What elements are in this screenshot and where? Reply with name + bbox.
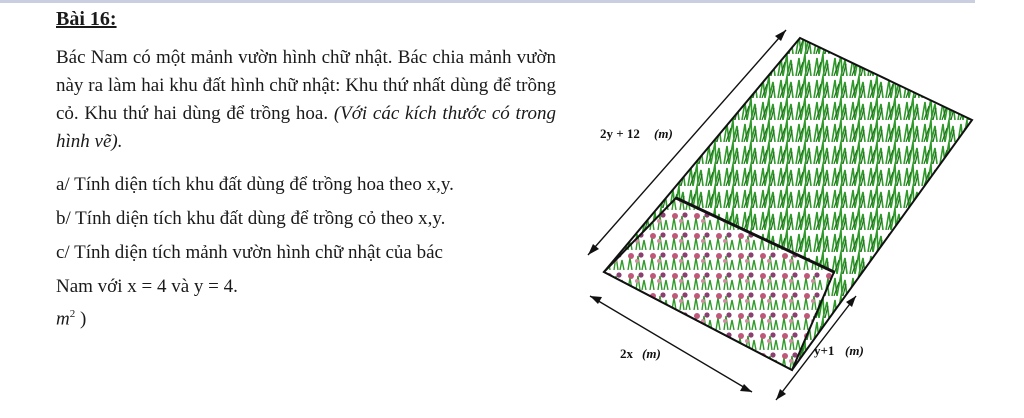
- unit-base: m: [56, 308, 70, 330]
- question-a: a/ Tính diện tích khu đất dùng để trồng hoa theo x,y.: [56, 174, 454, 195]
- intro-text: Bác Nam có một mảnh vườn hình chữ nhật. Bác chia mảnh vườn này ra làm hai khu đất hình chữ nhật: Khu thứ nhất dùng để trồng cỏ. Khu thứ hai dùng để trồng hoa.: [56, 47, 556, 124]
- flower-length-label: y+1: [814, 343, 835, 358]
- width-unit: (m): [642, 346, 661, 361]
- question-b: b/ Tính diện tích khu đất dùng để trồng cỏ theo x,y.: [56, 208, 446, 229]
- intro-note: (Với các kích thước có trong hình vẽ).: [56, 103, 557, 152]
- garden-diagram: [560, 10, 1020, 410]
- width-label: 2x: [620, 346, 633, 361]
- question-c-line2: Nam với x = 4 và y = 4.: [56, 276, 238, 297]
- problem-intro: [56, 44, 556, 156]
- unit-close: ): [79, 308, 87, 330]
- question-c-line1: c/ Tính diện tích mảnh vườn hình chữ nhật của bác: [56, 242, 443, 263]
- unit-exponent: 2: [69, 308, 76, 320]
- length-label: 2y + 12: [600, 126, 640, 141]
- problem-title: Bài 16:: [56, 8, 117, 30]
- top-divider: [0, 0, 975, 3]
- length-unit: (m): [654, 126, 673, 141]
- flower-length-unit: (m): [845, 343, 864, 358]
- unit-note: [56, 308, 86, 330]
